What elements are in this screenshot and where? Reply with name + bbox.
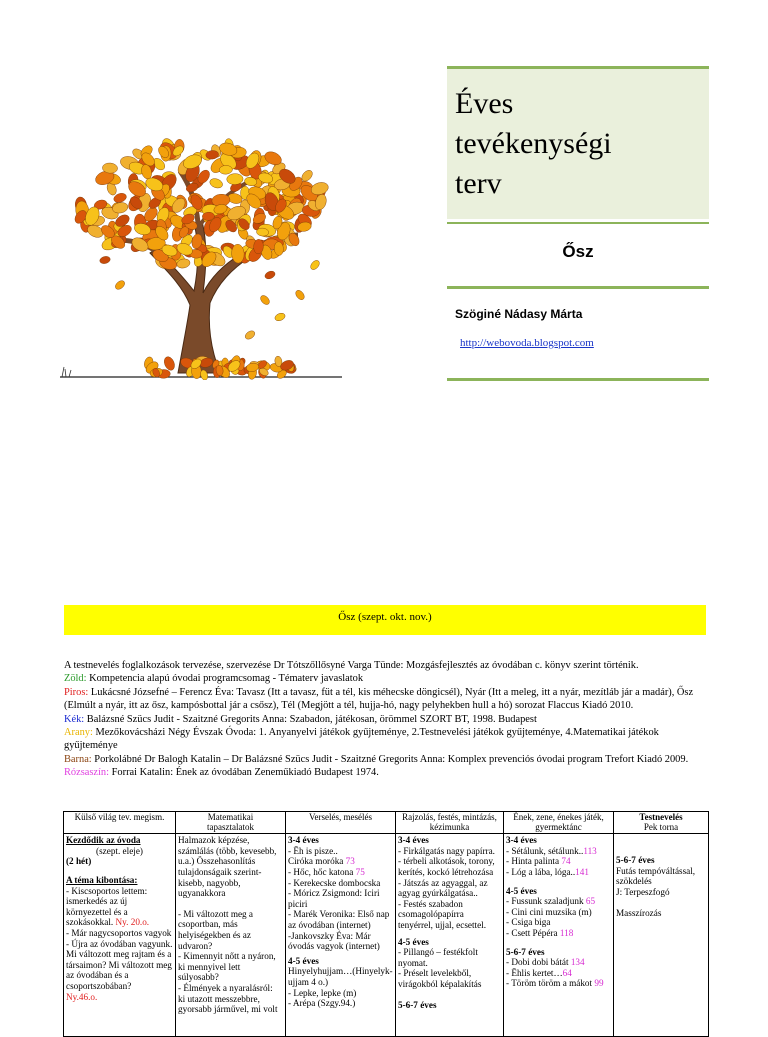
column-header	[396, 812, 504, 834]
source-label-green: Zöld:	[64, 673, 87, 685]
title-line-2: tevékenységi	[455, 127, 612, 160]
source-text: Forrai Katalin: Ének az óvodában Zeneműkiadó Budapest 1974.	[109, 767, 379, 779]
header-sub: Pek torna	[643, 821, 679, 832]
source-text: A testnevelés foglalkozások tervezése, szervezése Dr Tótszőllősyné Varga Tünde: Mozgásfejlesztés az óvodában c. könyv szerint történik.	[64, 660, 639, 671]
cell-ref: Ny. 20.o.	[115, 917, 150, 928]
header-main: Külső világ tev. megism.	[74, 812, 165, 822]
header-sub: tapasztalatok	[207, 821, 254, 832]
title-rule-2	[447, 286, 709, 289]
cell-math	[176, 834, 286, 1037]
source-arany	[64, 726, 714, 753]
season-title: Ősz	[562, 242, 594, 261]
source-rozsaszin	[64, 766, 714, 779]
cell-text: Hinyelyhujjam…(Hinyelyk-ujjam 4 o.)	[288, 966, 393, 987]
cell-theme: A téma kibontása:	[66, 874, 138, 885]
column-header	[64, 812, 176, 834]
cell-poems-stories	[286, 834, 396, 1037]
title-line-1: Éves	[455, 87, 514, 120]
leaf-shape	[259, 294, 271, 307]
source-text: Balázsné Szücs Judit - Szaitzné Gregorits Anna: Szabadon, játékosan, örömmel SZORT BT, 1998. Budapest	[84, 713, 537, 725]
page-ref: 74	[561, 856, 571, 867]
page-ref: 141	[575, 866, 589, 877]
source-label-red: Piros:	[64, 686, 89, 698]
table-row	[64, 834, 709, 1037]
cell-text: - Festés szabadon csomagolópapírra tenyérrel, ujjal, ecsettel.	[398, 898, 487, 930]
cell-text: - Kiscsoportos lettem: ismerkedés az új környezettel és a szokásokkal.	[66, 885, 148, 928]
source-kek	[64, 713, 714, 726]
cell-text: Halmazok képzése, számlálás (több,	[178, 835, 250, 856]
cell-text: - Mi változott meg a csoportban, más helyiségekben és az udvaron?	[178, 908, 254, 951]
leaf-shape	[274, 312, 286, 322]
cell-text: - Fussunk szaladjunk	[506, 896, 584, 907]
document-title	[455, 84, 705, 204]
cell-text: - Kimennyit nőtt a nyáron,	[178, 951, 276, 962]
leaf-shape	[264, 270, 277, 281]
header-main: Rajzolás, festés, mintázás, kézimunka	[402, 812, 497, 832]
cell-text: - Firkálgatás nagy papírra.	[398, 845, 495, 856]
cell-text: - Játszás az agyaggal, az agyag gyúrkálgatása..	[398, 877, 488, 899]
autumn-tree-illustration	[60, 135, 350, 380]
source-text: Mezőkovácsházi Négy Évszak Óvoda: 1. Anyanyelvi játékok gyűjteménye, 2.Testnevelési játékok gyűjteménye, 4.Matematikai játékok gyűjteménye	[64, 727, 659, 752]
age-group: 5-6-7 éves	[616, 855, 655, 866]
source-text: Lukácsné Józsefné – Ferencz Éva: Tavasz (Itt a tavasz, füt a tél, kis méhecske döngicsél), Nyár (Itt a meleg, itt a nyár, mezítláb jár a madár), Ősz (Elmúlt a nyár, itt az ősz, kampósbottal jár a csősz), Tél (Megjött a tél, hujja-hó, nagy pelyhekben hull a hó) sorozat Flaccus Kiadó 2010.	[64, 686, 694, 712]
cell-text: - Hinta palinta	[506, 856, 560, 867]
age-group: 3-4 éves	[398, 835, 429, 846]
leaf-shape	[244, 329, 257, 341]
column-header	[614, 812, 709, 834]
fallen-leaves	[99, 255, 321, 380]
cell-text: - Hőc, hőc katona	[288, 866, 354, 877]
cell-text: - Csiga biga	[506, 917, 551, 928]
cell-text: u.a.) Összehasonlítás tulajdonságaik szerint-	[178, 856, 262, 877]
age-group: 4-5 éves	[506, 885, 537, 896]
title-line-3: terv	[455, 167, 502, 200]
cell-date: (szept. eleje)	[96, 845, 143, 856]
title-rule-bottom	[447, 378, 709, 381]
cell-outer-world	[64, 834, 176, 1037]
cell-music-songs	[504, 834, 614, 1037]
column-header	[286, 812, 396, 834]
cell-text: - Kerekecske dombocska	[288, 877, 381, 888]
source-barna	[64, 753, 714, 766]
cell-ref: Ny.46.o.	[66, 991, 98, 1002]
source-text: Kompetencia alapú óvodai programcsomag - Tématerv javaslatok	[86, 673, 364, 685]
cell-text: Cirókа morókа	[288, 856, 344, 867]
cell-text: - Sétálunk, sétálunk..	[506, 845, 584, 856]
page-ref: 64	[562, 967, 572, 978]
cell-text: Futás tempóváltással, szökdelés	[616, 865, 696, 887]
cell-text: - Préselt levelekből, virágokból képalakítás	[398, 968, 482, 989]
page-ref: 73	[345, 856, 355, 867]
cell-text: - Lepke, lepke (m)	[288, 987, 357, 998]
source-label-brown: Barna:	[64, 753, 92, 765]
leaf-shape	[114, 279, 127, 291]
age-group: 3-4 éves	[288, 835, 319, 846]
leaf-shape	[309, 259, 321, 272]
source-label-blue: Kék:	[64, 713, 85, 725]
leaf-shape	[227, 173, 244, 185]
website-link[interactable]: http://webovoda.blogspot.com	[460, 337, 594, 349]
leaf-shape	[99, 255, 111, 264]
tree-leaves	[73, 136, 330, 271]
title-rule-mid	[447, 222, 709, 224]
cell-text: Masszírozás	[616, 907, 662, 918]
cell-text: - Marék Veronika: Első nap az óvodában (internet)	[288, 909, 390, 930]
page-ref: 113	[583, 845, 597, 856]
cell-physical-education	[614, 834, 709, 1037]
cell-text: - Móricz Zsigmond: Iciri piciri	[288, 888, 380, 909]
cell-text: - térbeli alkotások, torony, kerítés, kockó létrehozása	[398, 856, 495, 877]
page-ref: 99	[594, 978, 604, 989]
section-header-text: Ősz (szept. okt. nov.)	[338, 611, 432, 623]
cell-heading: Kezdődik az óvoda	[66, 835, 141, 846]
cell-text: - Ēh is pisze..	[288, 845, 338, 856]
cell-text: kisebb, nagyobb, ugyanakkora	[178, 877, 241, 899]
page-ref: 75	[355, 866, 365, 877]
age-group: 4-5 éves	[288, 955, 319, 966]
page-ref: 118	[559, 927, 574, 938]
cell-text: - Lóg a lába, lóga..	[506, 866, 576, 877]
cell-text: - Töröm töröm a mákot	[506, 978, 593, 989]
source-label-gold: Arany:	[64, 727, 93, 739]
cell-text: J: Terpeszfogó	[616, 886, 670, 897]
header-main: Testnevelés	[639, 812, 683, 822]
header-main: Verselés, mesélés	[309, 812, 372, 822]
cell-text: - Csett Pépéra	[506, 927, 558, 938]
cell-text: ki utazott messzebbre, gyorsabb járművel, mi volt	[178, 993, 278, 1015]
cell-text: - Ēhlis kertet…	[506, 967, 563, 978]
cell-text: kevesebb,	[240, 845, 277, 856]
source-piros	[64, 686, 714, 713]
page-ref: 65	[585, 896, 596, 907]
activity-plan-table	[63, 811, 709, 1037]
cell-text: - Cini cini muzsika (m)	[506, 906, 592, 917]
cell-text: - Már nagycsoportos vagyok	[66, 927, 172, 938]
cell-text: - Dobi dobi bátát	[506, 957, 569, 968]
sources-legend	[64, 659, 714, 780]
leaf-shape	[208, 177, 223, 190]
source-label-pink: Rózsaszín:	[64, 767, 110, 779]
page-ref: 134	[570, 957, 585, 968]
cell-text: - Újra az óvodában vagyunk. Mi változott meg rajtam és a társaimon? Mi változott meg az óvodában és a csoportszobában?	[66, 938, 173, 991]
table-header-row	[64, 812, 709, 834]
cell-duration: (2 hét)	[66, 856, 92, 867]
source-intro	[64, 659, 714, 672]
cell-text: ki mennyivel lett súlyosabb?	[178, 961, 241, 983]
age-group: 5-6-7 éves	[506, 946, 545, 957]
age-group: 4-5 éves	[398, 936, 429, 947]
cell-drawing-crafts	[396, 834, 504, 1037]
source-zold	[64, 672, 714, 685]
age-group: 3-4 éves	[506, 835, 537, 846]
cell-text: - Élmények a nyaralásról:	[178, 982, 273, 993]
age-group: 5-6-7 éves	[398, 999, 437, 1010]
column-header	[504, 812, 614, 834]
cell-text: -Jankovszky Éva: Már óvodás vagyok (internet)	[288, 930, 380, 952]
source-text: Porkolábné Dr Balogh Katalin – Dr Balázsné Szücs Judit - Szaitzné Gregorits Anna: Komplex prevenciós óvodai program Trefort Kiadó 2009.	[91, 753, 689, 765]
column-header	[176, 812, 286, 834]
header-main: Ének, zene, énekes játék, gyermektánc	[513, 812, 604, 832]
header-main: Matematikai	[207, 812, 254, 822]
cell-text: - Arépa (Szgy.94.)	[288, 998, 356, 1009]
cell-text: - Pillangó – festékfolt nyomat.	[398, 947, 478, 968]
author-name: Szöginé Nádasy Márta	[455, 307, 583, 321]
leaf-shape	[294, 289, 306, 302]
